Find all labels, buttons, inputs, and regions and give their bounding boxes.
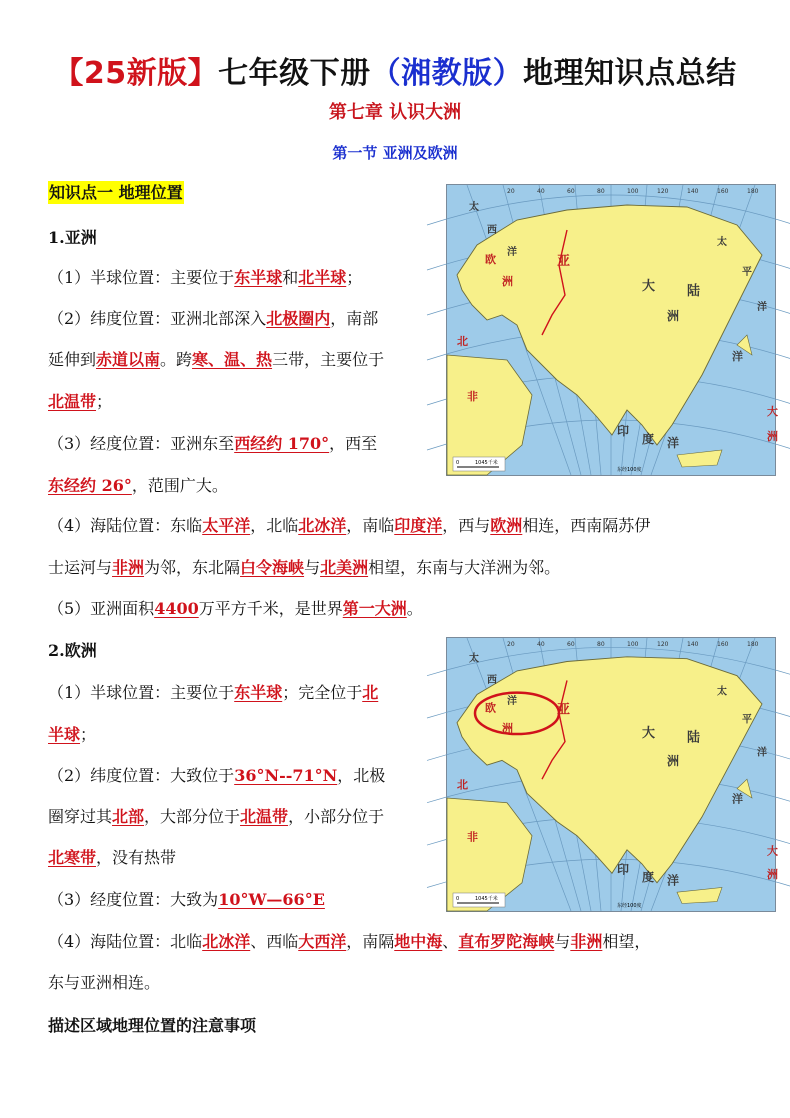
map-label: 非	[467, 390, 478, 403]
europe-line-5: 北寒带，没有热带	[48, 848, 177, 867]
longitude-tick-label: 80	[597, 188, 605, 195]
map-label: 洲	[502, 275, 513, 288]
longitude-tick-label: 40	[537, 188, 545, 195]
map-label: 太	[469, 653, 479, 665]
asia-line-4: 北温带；	[48, 392, 113, 411]
europe-line-2: 半球；	[48, 725, 97, 744]
longitude-tick-label: 180	[747, 188, 759, 195]
map-label: 非	[467, 830, 478, 844]
asia-line-7: （4）海陆位置：东临太平洋，北临北冰洋，南临印度洋，西与欧洲相连，西南隔苏伊	[48, 516, 651, 535]
scale-zero-label: 0	[456, 460, 460, 466]
map-label: 洲	[767, 868, 778, 882]
longitude-tick-label: 180	[747, 641, 759, 648]
map-label: 太	[717, 686, 727, 698]
map-label: 平	[742, 714, 752, 726]
map-label: 洲	[667, 754, 680, 769]
asia-heading: 1.亚洲	[48, 228, 97, 247]
map-label: 印	[617, 862, 630, 877]
map-label: 欧	[485, 701, 496, 715]
longitude-tick-label: 40	[537, 641, 545, 648]
europe-heading: 2.欧洲	[48, 641, 97, 660]
asia-line-6: 东经约 26°，范围广大。	[48, 476, 228, 495]
longitude-tick-label: 120	[657, 188, 669, 195]
longitude-tick-label: 160	[717, 188, 729, 195]
map-label: 洲	[667, 309, 680, 323]
map-label: 亚	[557, 254, 571, 269]
europe-line-7: （4）海陆位置：北临北冰洋、西临大西洋，南隔地中海、直布罗陀海峡与非洲相望，	[48, 932, 651, 951]
map-label: 亚	[557, 702, 571, 718]
map-label: 西	[487, 225, 497, 236]
map-label: 洋	[507, 695, 517, 707]
map-label: 洋	[667, 873, 680, 888]
map-graphic	[447, 185, 778, 475]
map-label: 太	[469, 202, 479, 213]
map-label: 太	[717, 237, 727, 248]
map-label: 陆	[687, 284, 701, 299]
europe-line-4: 圈穿过其北部，大部分位于北温带，小部分位于	[48, 807, 385, 826]
map-label: 洋	[757, 747, 767, 759]
map-label: 北	[457, 335, 468, 348]
map-label: 洋	[732, 792, 743, 806]
asia-line-8: 士运河与非洲为邻，东北隔白令海峡与北美洲相望，东南与大洋洲为邻。	[48, 558, 561, 577]
map-label: 印	[617, 424, 630, 438]
asia-line-1: （1）半球位置：主要位于东半球和北半球；	[48, 268, 363, 287]
asia-line-2: （2）纬度位置：亚洲北部深入北极圈内，南部	[48, 309, 379, 328]
map-label: 大	[767, 844, 778, 858]
asia-line-5: （3）经度位置：亚洲东至西经约 170°，西至	[48, 434, 378, 453]
map-label: 洋	[732, 350, 743, 363]
longitude-tick-label: 100	[627, 188, 639, 195]
europe-line-6: （3）经度位置：大致为10°W—66°E	[48, 890, 325, 909]
longitude-tick-label: 120	[657, 641, 669, 648]
map-label: 欧	[485, 253, 496, 266]
longitude-tick-label: 160	[717, 641, 729, 648]
knowledge-point-heading: 知识点一 地理位置	[49, 183, 183, 202]
map-label: 洋	[507, 247, 517, 258]
map-label: 平	[742, 267, 752, 278]
map-label: 陆	[687, 730, 701, 746]
longitude-tick-label: 80	[597, 641, 605, 648]
meridian-label: 东经100度	[617, 467, 642, 473]
scale-zero-label: 0	[456, 896, 460, 902]
map-label: 大	[642, 279, 656, 294]
map-label: 洋	[757, 302, 767, 313]
asia-line-9: （5）亚洲面积4400万平方千米，是世界第一大洲。	[48, 599, 423, 618]
map-label: 洲	[502, 722, 513, 736]
asia-line-3: 延伸到赤道以南。跨寒、温、热三带，主要位于	[48, 350, 385, 369]
chapter-title: 第七章 认识大洲	[328, 102, 462, 123]
map-label: 度	[642, 869, 655, 884]
map-label: 洲	[767, 430, 778, 443]
longitude-tick-label: 20	[507, 188, 515, 195]
scale-distance-label: 1045千米	[475, 896, 498, 902]
notes-heading: 描述区域地理位置的注意事项	[48, 1016, 257, 1035]
longitude-tick-label: 140	[687, 188, 699, 195]
section-title: 第一节 亚洲及欧洲	[332, 144, 458, 162]
scale-distance-label: 1045千米	[475, 460, 498, 466]
map-label: 洋	[667, 436, 680, 450]
page-title: 【25新版】七年级下册（湘教版）地理知识点总结	[53, 56, 737, 91]
longitude-tick-label: 100	[627, 641, 639, 648]
europe-line-1: （1）半球位置：主要位于东半球；完全位于北	[48, 683, 379, 702]
longitude-tick-label: 140	[687, 641, 699, 648]
asia-map	[446, 184, 776, 476]
map-graphic	[447, 638, 778, 911]
europe-map	[446, 637, 776, 912]
map-label: 西	[487, 675, 497, 687]
longitude-tick-label: 60	[567, 188, 575, 195]
map-label: 度	[642, 432, 655, 446]
europe-line-8: 东与亚洲相连。	[48, 973, 161, 992]
longitude-tick-label: 20	[507, 641, 515, 648]
map-label: 北	[457, 778, 468, 792]
map-label: 大	[642, 725, 656, 741]
map-label: 大	[767, 405, 778, 418]
europe-line-3: （2）纬度位置：大致位于36°N--71°N，北极	[48, 766, 386, 785]
longitude-tick-label: 60	[567, 641, 575, 648]
meridian-label: 东经100度	[617, 903, 642, 909]
